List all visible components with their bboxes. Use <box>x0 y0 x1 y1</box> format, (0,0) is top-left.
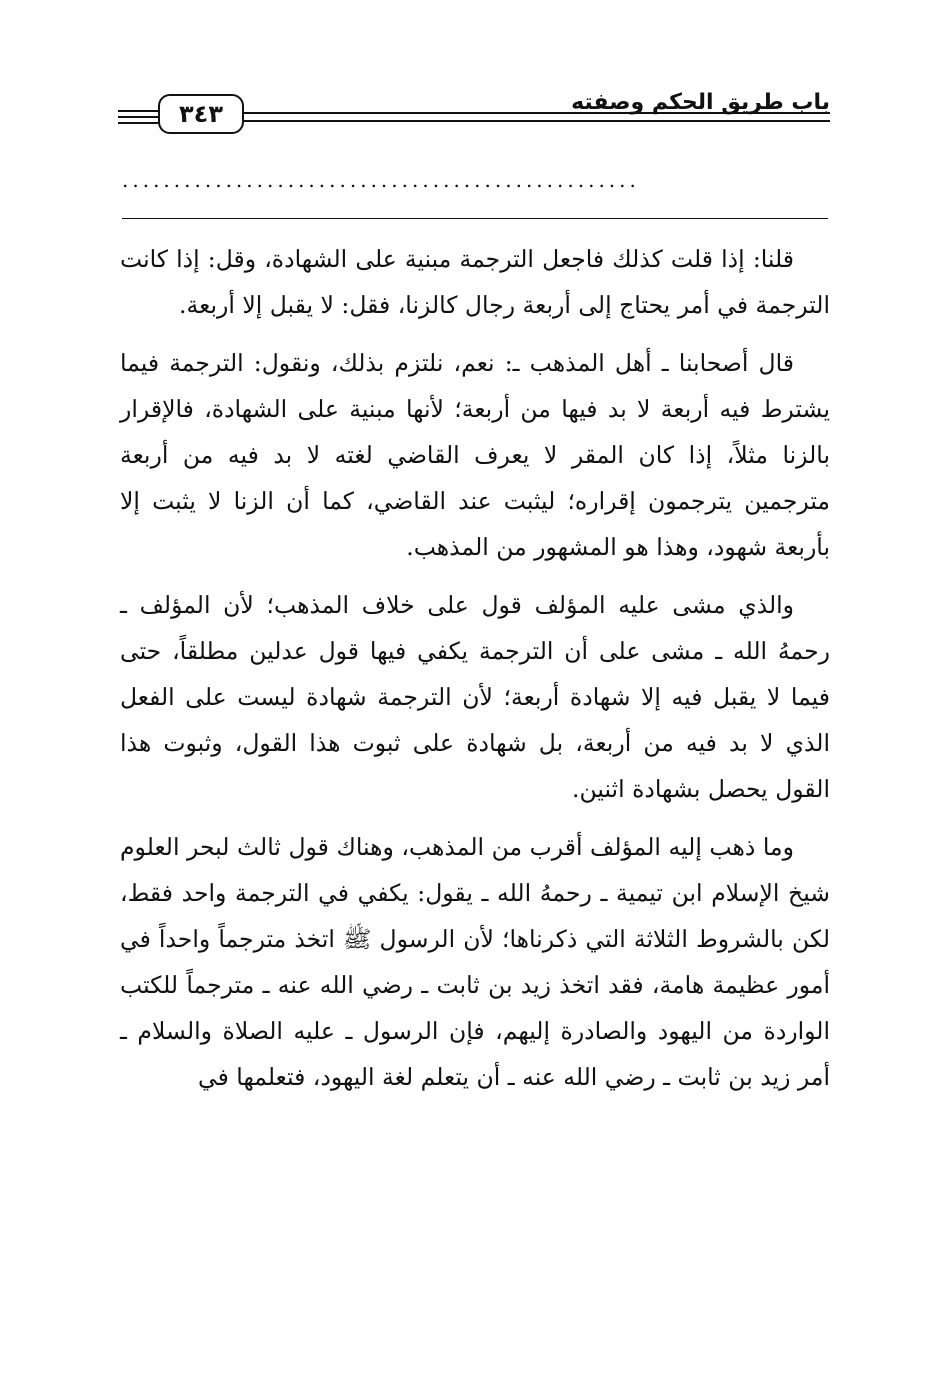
page-number-box <box>158 94 244 134</box>
separator-line <box>122 218 828 219</box>
header-rule-left-3 <box>118 122 158 124</box>
header-rule-right-2 <box>244 120 830 122</box>
chapter-title: باب طريق الحكم وصفته <box>571 90 830 115</box>
paragraph-3: والذي مشى عليه المؤلف قول على خلاف المذهب؛ لأن المؤلف ـ رحمهُ الله ـ مشى على أن الترجمة يكفي فيها قول عدلين مطلقاً، حتى فيما لا يقبل فيه إلا شهادة أربعة؛ لأن الترجمة شهادة ليست على الفعل الذي لا بد فيه من أربعة، بل شهادة على ثبوت هذا القول، وثبوت هذا القول يحصل بشهادة اثنين. <box>120 591 830 803</box>
page-body <box>120 236 830 1112</box>
header-rule-left <box>118 110 158 112</box>
header-rule-left-2 <box>118 116 158 118</box>
page-number: ٣٤٣ <box>179 100 223 128</box>
dotted-separator: .................................................. <box>122 168 640 192</box>
paragraph-4: وما ذهب إليه المؤلف أقرب من المذهب، وهناك قول ثالث لبحر العلوم شيخ الإسلام ابن تيمية ـ رحمهُ الله ـ يقول: يكفي في الترجمة واحد فقط، لكن بالشروط الثلاثة التي ذكرناها؛ لأن الرسول ﷺ اتخذ مترجماً واحداً في أمور عظيمة هامة، فقد اتخذ زيد بن ثابت ـ رضي الله عنه ـ مترجماً للكتب الواردة من اليهود والصادرة إليهم، فإن الرسول ـ عليه الصلاة والسلام ـ أمر زيد بن ثابت ـ رضي الله عنه ـ أن يتعلم لغة اليهود، فتعلمها في <box>120 833 830 1091</box>
page-header <box>118 88 830 142</box>
paragraph-1: قلنا: إذا قلت كذلك فاجعل الترجمة مبنية على الشهادة، وقل: إذا كانت الترجمة في أمر يحتاج إلى أربعة رجال كالزنا، فقل: لا يقبل إلا أربعة. <box>120 245 830 319</box>
paragraph-2: قال أصحابنا ـ أهل المذهب ـ: نعم، نلتزم بذلك، ونقول: الترجمة فيما يشترط فيه أربعة لا بد فيها من أربعة؛ لأنها مبنية على الشهادة، فالإقرار بالزنا مثلاً، إذا كان المقر لا يعرف القاضي لغته لا بد فيه من أربعة مترجمين يترجمون إقراره؛ ليثبت عند القاضي، كما أن الزنا لا يثبت إلا بأربعة شهود، وهذا هو المشهور من المذهب. <box>120 349 830 561</box>
